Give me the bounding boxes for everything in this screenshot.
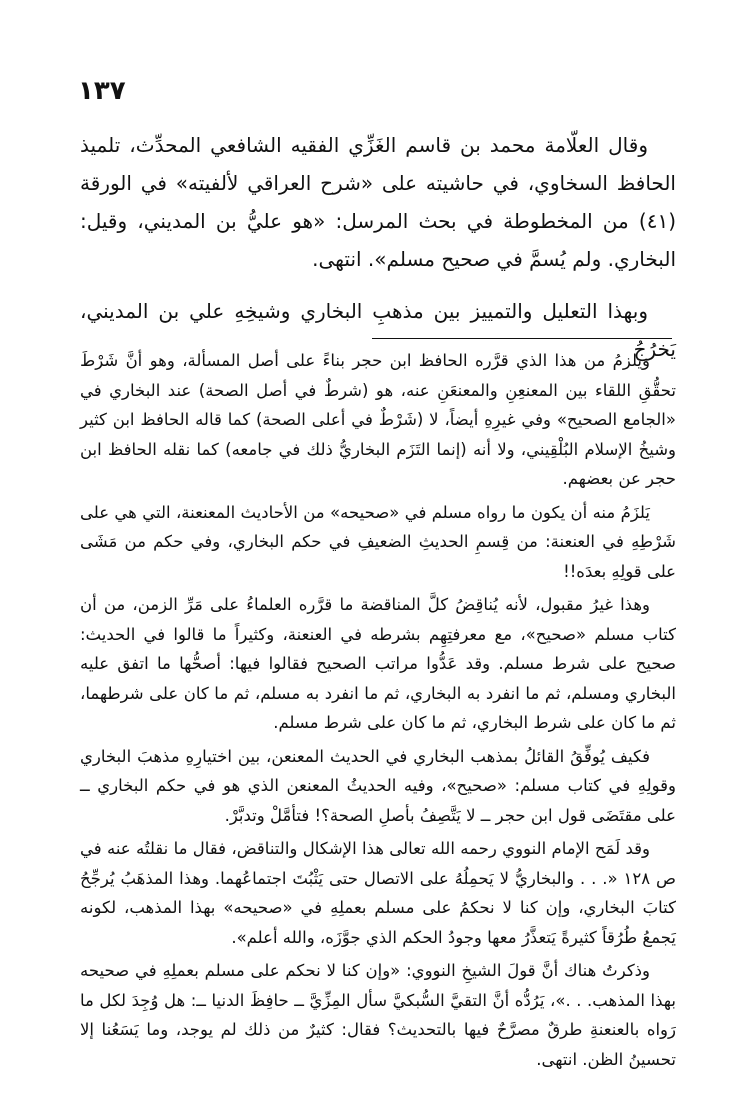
footnote-paragraph: ويلزمُ من هذا الذي قرَّره الحافظ ابن حجر بناءً على أصل المسألة، وهو أنَّ شَرْطَ تحقُّقِ اللقاء بين المعنعِنِ والمعنعَنِ عنه، هو (شرطٌ في أصل الصحة) عند البخاري في «الجامع الصحيح» وفي غيرِهِ أيضاً، لا (شَرْطٌ في أعلى الصحة) كما قاله الحافظ ابن كثير وشيخُ الإسلام البُلْقِيني، ولا أنه (إنما التَزَم البخاريُّ ذلك في جامعه) كما نقله الحافظ ابن حجر عن بعضهم. (80, 351, 676, 488)
footnotes (80, 346, 676, 1078)
main-paragraph: وبهذا التعليل والتمييز بين مذهبِ البخاري وشيخِهِ علي بن المديني، يَخرُجُ (80, 299, 676, 361)
footnote-paragraph: يَلزَمُ منه أن يكون ما رواه مسلم في «صحيحه» من الأحاديث المعنعنة، التي هي على شَرْطِهِ في العنعنة: من قِسمِ الحديثِ الضعيفِ في حكم البخاري، وفي حكم من مَشَى على قولِهِ بعدَه!! (80, 502, 676, 581)
main-paragraph: وقال العلّامة محمد بن قاسم الغَزِّي الفقيه الشافعي المحدِّث، تلميذ الحافظ السخاوي، في حاشيته على «شرح العراقي لألفيته» في الورقة (٤١) من المخطوطة في بحث المرسل: «هو عليُّ بن المديني، وقيل: البخاري. ولم يُسمَّ في صحيح مسلم». انتهى. (80, 133, 676, 271)
footnote-paragraph: فكيف يُوفِّقُ القائلُ بمذهب البخاري في الحديث المعنعن، بين اختيارِهِ مذهبَ البخاري وقولِهِ في كتاب مسلم: «صحيح»، وفيه الحديثُ المعنعن الذي هو في حكم البخاري ــ على مقتَضَى قول ابن حجر ــ لا يَتَّصِفُ بأصلِ الصحة؟! فتأمَّلْ وتدبَّرْ. (80, 746, 676, 825)
main-text (80, 126, 676, 368)
footnote-paragraph: وقد لَمَح الإمام النووي رحمه الله تعالى هذا الإشكال والتناقض، فقال ما نقلتُه عنه في ص ١٢٨ «. . . والبخاريُّ لا يَحمِلُهُ على الاتصال حتى يَثْبُتَ اجتماعُهما. وهذا المذهَبُ يُرجِّحُ كتابَ البخاري، وإن كنا لا نحكمُ على مسلم بعملِهِ في «صحيحه» بهذا المذهب، لكونه يَجمعُ طُرُقاً كثيرةً يَتعذَّرُ معها وجودُ الحكم الذي جوَّزَه، والله أعلم». (80, 839, 676, 947)
footnote-separator (372, 338, 672, 339)
page-number: ١٣٧ (78, 76, 126, 106)
footnote-paragraph: وذكرتُ هناك أنَّ قولَ الشيخِ النووي: «وإن كنا لا نحكم على مسلم بعملِهِ في صحيحه بهذا المذهب. . .»، يَرُدُّه أنَّ التقيَّ السُّبكيَّ سأل المِزِّيَّ ــ حافِظَ الدنيا ــ: هل وُجِدَ لكل ما رَواه بالعنعنةِ طرقٌ مصرَّحٌ فيها بالتحديث؟ فقال: كثيرٌ من ذلك لم يوجد، وما يَسَعُنا إلا تحسينُ الظن. انتهى. (80, 961, 676, 1069)
footnote-paragraph: وهذا غيرُ مقبول، لأنه يُناقِضُ كلَّ المناقضة ما قرَّره العلماءُ على مَرِّ الزمن، من أن كتاب مسلم «صحيح»، مع معرفتِهِم بشرطه في العنعنة، وكثيراً ما قالوا في الحديث: صحيح على شرط مسلم. وقد عَدُّوا مراتب الصحيح فقالوا فيها: أصحُّها ما اتفق عليه البخاري ومسلم، ثم ما انفرد به البخاري، ثم ما انفرد به مسلم، ثم ما كان على شرطهما، ثم ما كان على شرط البخاري، ثم ما كان على شرط مسلم. (80, 595, 676, 732)
